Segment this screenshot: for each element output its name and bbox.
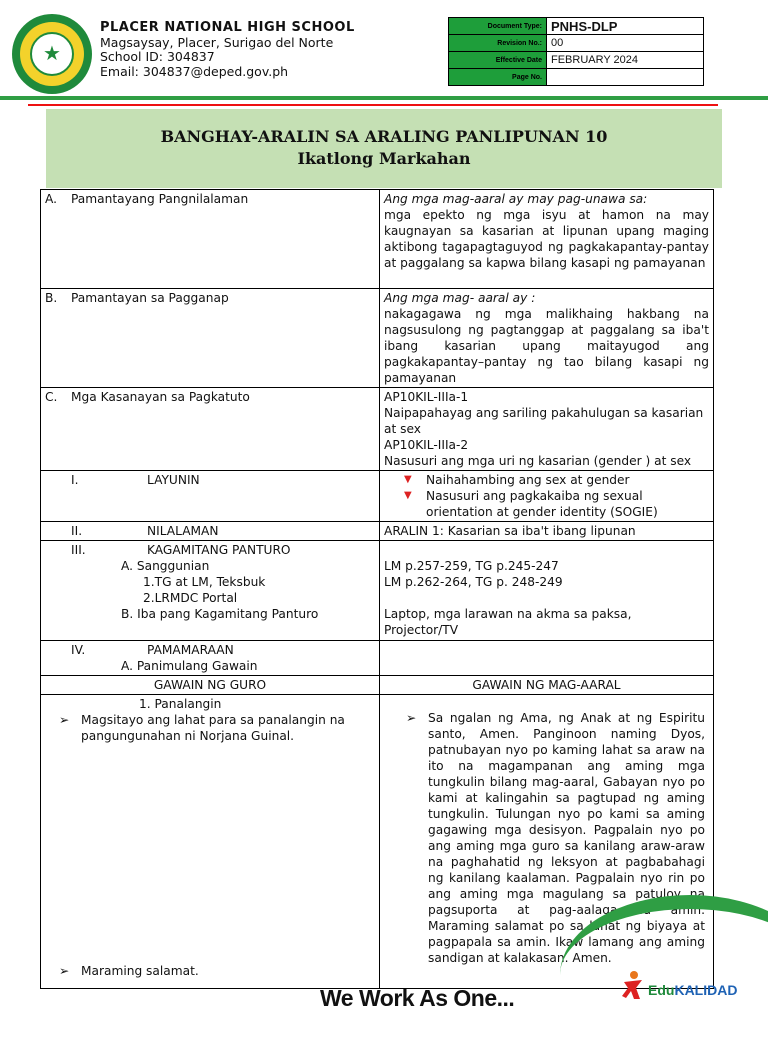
list-item — [45, 712, 375, 744]
revision-value: 00 — [547, 35, 704, 52]
sub-label: 1. Panalangin — [139, 697, 222, 711]
table-row — [41, 641, 714, 676]
sub-label: A. Panimulang Gawain — [121, 659, 258, 673]
footer-slogan: We Work As One... — [320, 985, 515, 1011]
column-header-mag-aaral: GAWAIN NG MAG-AARAL — [380, 676, 714, 695]
row-intro: Ang mga mag- aaral ay : — [384, 291, 536, 305]
logo-emblem-icon: ★ — [43, 41, 61, 65]
competency-code: AP10KIL-IIIa-1 — [384, 390, 469, 404]
competency-code: AP10KIL-IIIa-2 — [384, 438, 469, 452]
header-green-line — [0, 96, 768, 100]
arrow-bullet-icon: ▼ — [404, 474, 412, 485]
teacher-text: Magsitayo ang lahat para sa panalangin na pangungunahan ni Norjana Guinal. — [81, 713, 345, 743]
quarter-title: Ikatlong Markahan — [297, 149, 471, 168]
reference-value: LM p.257-259, TG p.245-247 — [384, 559, 559, 573]
school-logo — [12, 14, 92, 94]
lesson-plan-title: BANGHAY-ARALIN SA ARALING PANLIPUNAN 10 — [160, 127, 608, 146]
effective-date-label: Effective Date — [449, 52, 547, 69]
sub-label: A. Sanggunian — [121, 559, 210, 573]
revision-label: Revision No.: — [449, 35, 547, 52]
sub-label: 1.TG at LM, Teksbuk — [143, 575, 266, 589]
arrow-bullet-icon: ➢ — [59, 964, 70, 978]
row-number: C. — [45, 390, 58, 404]
page-no-value — [547, 69, 704, 86]
brand-part: KALIDAD — [674, 982, 738, 998]
reference-value: LM p.262-264, TG p. 248-249 — [384, 575, 563, 589]
row-text: mga epekto ng mga isyu at hamon na may kaugnayan sa kasarian at lipunan upang maging aktibong tagapagtaguyod ng pagkakapantay-pantay at paggalang sa kapwa bilang kasapi ng pamayanan — [384, 208, 709, 270]
objective-text: Nasusuri ang pagkakaiba ng sexual orientation at gender identity (SOGIE) — [426, 489, 658, 519]
row-intro: Ang mga mag-aaral ay may pag-unawa sa: — [384, 192, 648, 206]
school-email: Email: 304837@deped.gov.ph — [100, 63, 289, 79]
arrow-bullet-icon: ▼ — [404, 490, 412, 501]
column-header-guro: GAWAIN NG GURO — [41, 676, 380, 695]
table-row — [41, 522, 714, 541]
header-red-line — [28, 104, 718, 106]
list-item — [404, 488, 709, 520]
competency-text: Naipapahayag ang sariling pakahulugan sa kasarian at sex — [384, 406, 704, 436]
effective-date-value: FEBRUARY 2024 — [547, 52, 704, 69]
row-label: KAGAMITANG PANTURO — [147, 543, 291, 557]
row-label: LAYUNIN — [147, 473, 200, 487]
row-label: NILALAMAN — [147, 524, 219, 538]
row-label: PAMAMARAAN — [147, 643, 234, 657]
objective-text: Naihahambing ang sex at gender — [426, 473, 630, 487]
row-number: IV. — [71, 643, 86, 657]
row-text: nakagagawa ng mga malikhaing hakbang na nagsusulong ng pagtanggap at paggalang sa iba't ibang kasarian upang maitayugod ang pagkakapantay–pantay ng tao bilang kasapi ng pamayanan — [384, 307, 709, 385]
doc-type-value: PNHS-DLP — [547, 18, 704, 35]
title-box — [46, 109, 722, 188]
sub-label: 2.LRMDC Portal — [143, 591, 238, 605]
arrow-bullet-icon: ➢ — [59, 713, 70, 727]
teacher-text: Maraming salamat. — [81, 964, 199, 978]
table-row — [41, 388, 714, 471]
lesson-plan-table — [40, 189, 714, 989]
sub-label: B. Iba pang Kagamitang Panturo — [121, 607, 319, 621]
school-id: School ID: 304837 — [100, 49, 215, 64]
table-row — [41, 471, 714, 522]
edukalidad-figure-icon — [620, 970, 646, 1000]
content-value: ARALIN 1: Kasarian sa iba't ibang lipunan — [380, 522, 714, 541]
row-number: B. — [45, 291, 58, 305]
row-label: Mga Kasanayan sa Pagkatuto — [71, 390, 250, 404]
page-no-label: Page No. — [449, 69, 547, 86]
doc-type-label: Document Type: — [449, 18, 547, 35]
school-name: PLACER NATIONAL HIGH SCHOOL — [100, 20, 355, 35]
school-address: Magsaysay, Placer, Surigao del Norte — [100, 34, 334, 50]
table-row — [41, 541, 714, 641]
student-text: Sa ngalan ng Ama, ng Anak at ng Espiritu santo, Amen. Panginoon naming Dyos, patnubayan nyo po kaming lahat sa araw na ito na magampanan ang aming mga tungkulin bilang mag-aaral, Gabayan nyo po kami at kalingahin sa pagtupad ng aming tungkulin. Tulungan nyo po kami sa aming gagawing mga desisyon. Pagpalain nyo po ang aming mga guro sa kanilang araw-araw na paghahatid ng leksyon at pagbabahagi ng kanilang kaalaman. Pagpalain nyo rin po ang aming mga magulang sa patuloy na pagsuporta at pag-aalaga sa amin. Maraming salamat po sa lahat ng biyaya at pagpapala sa amin. Ikaw lamang ang aming sandigan at kalakasan. Amen. — [428, 711, 705, 965]
table-row — [41, 289, 714, 388]
competency-text: Nasusuri ang mga uri ng kasarian (gender ) at sex — [384, 454, 692, 468]
materials-value: Laptop, mga larawan na akma sa paksa, Projector/TV — [384, 607, 632, 637]
row-number: A. — [45, 192, 57, 206]
row-number: I. — [71, 473, 79, 487]
row-number: III. — [71, 543, 86, 557]
list-item — [59, 963, 199, 979]
document-info-table — [448, 17, 704, 86]
table-row — [41, 676, 714, 695]
school-info — [100, 21, 355, 79]
row-label: Pamantayang Pangnilalaman — [71, 192, 249, 206]
row-label: Pamantayan sa Pagganap — [71, 291, 229, 305]
edukalidad-logo — [648, 982, 737, 998]
arrow-bullet-icon: ➢ — [406, 711, 417, 725]
row-number: II. — [71, 524, 83, 538]
list-item — [404, 472, 709, 488]
table-row — [41, 190, 714, 289]
brand-part: Edu — [648, 982, 675, 998]
